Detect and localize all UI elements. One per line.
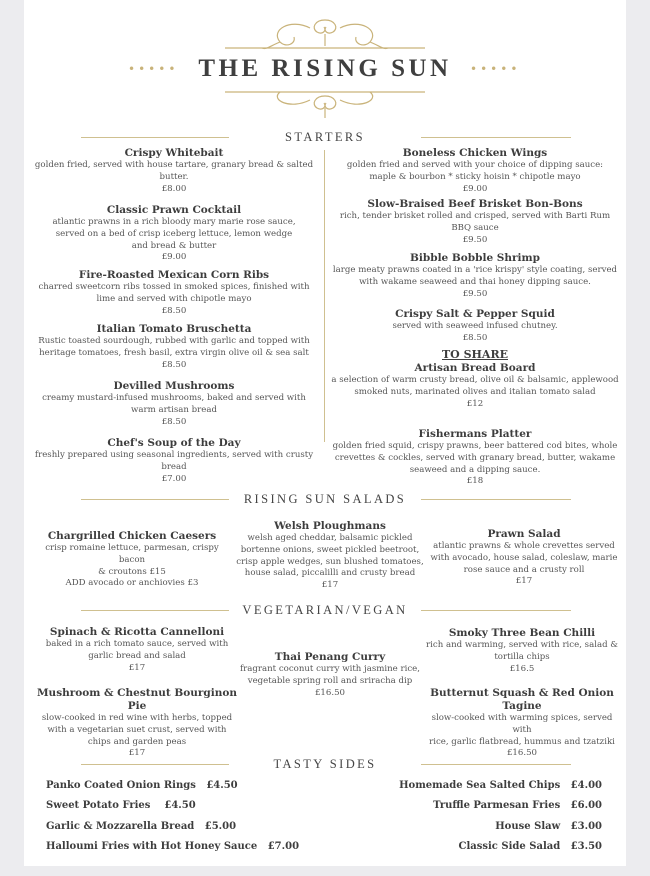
item-desc: & croutons £15: [98, 566, 166, 577]
dots-right: •••••: [470, 62, 521, 76]
rule: [81, 764, 229, 765]
item-desc: charred sweetcorn ribs tossed in smoked spices, finished with: [38, 282, 310, 292]
item-desc: creamy mustard-infused mushrooms, baked and served with: [42, 393, 306, 403]
item-desc: rich and warming, served with rice, salad &: [426, 640, 618, 650]
side-name: Classic Side Salad: [458, 841, 561, 852]
item-price: £8.00: [161, 183, 187, 194]
menu-page: [24, 0, 626, 866]
side-item: [433, 800, 602, 811]
side-price: £6.00: [570, 800, 602, 811]
salad-item: [424, 528, 624, 588]
item-price: £16.5: [509, 663, 535, 674]
item-name: Chargrilled Chicken Caesers: [47, 530, 217, 542]
rule: [421, 499, 571, 500]
item-desc: crevettes & cockles, served with granary bread, butter, wakame: [334, 452, 616, 463]
item-name: Welsh Ploughmans: [274, 520, 386, 532]
item-name: Classic Prawn Cocktail: [106, 204, 242, 216]
item-desc: tortilla chips: [494, 651, 550, 662]
item-desc: with a vegetarian suet crust, served with: [47, 724, 227, 735]
item-name: Butternut Squash & Red Onion Tagine: [430, 687, 614, 712]
item-price: £9.50: [462, 288, 488, 299]
item-name: Thai Penang Curry: [274, 651, 386, 663]
item-price: £17: [128, 662, 146, 673]
dots-left: •••••: [128, 62, 179, 76]
side-name: Truffle Parmesan Fries: [433, 800, 561, 811]
rule: [81, 499, 229, 500]
side-name: Halloumi Fries with Hot Honey Sauce: [46, 841, 258, 852]
side-item: [459, 841, 602, 852]
rule: [81, 610, 229, 611]
item-price: £12: [466, 398, 484, 409]
starter-item: [32, 380, 316, 428]
starter-item: [330, 308, 620, 345]
item-name: Crispy Whitebait: [124, 147, 224, 159]
side-price: £4.50: [206, 780, 238, 791]
item-name: Spinach & Ricotta Cannelloni: [49, 626, 225, 638]
share-item: [330, 428, 620, 488]
side-name: Sweet Potato Fries: [46, 800, 151, 811]
starter-item: [330, 198, 620, 246]
share-item: [330, 362, 620, 410]
item-desc: crisp apple wedges, sun blushed tomatoes,: [236, 556, 424, 567]
side-price: £5.00: [204, 821, 237, 832]
section-veg: VEGETARIAN/VEGAN: [242, 603, 408, 617]
item-desc: and bread & butter: [131, 240, 217, 251]
item-desc: rice, garlic flatbread, hummus and tzatziki: [429, 736, 615, 747]
item-price: £9.00: [161, 252, 187, 263]
item-name: Mushroom & Chestnut Bourginon Pie: [36, 687, 238, 712]
item-price: £9.50: [462, 234, 488, 245]
side-name: Panko Coated Onion Rings: [46, 780, 196, 791]
item-desc: served on a bed of crisp iceberg lettuce, lemon wedge: [55, 228, 293, 239]
item-name: Crispy Salt & Pepper Squid: [395, 308, 555, 320]
item-price: £17: [515, 576, 533, 587]
item-desc: seaweed and a dipping sauce.: [409, 464, 541, 475]
side-price: £4.50: [164, 800, 196, 811]
item-desc: warm artisan bread: [130, 404, 218, 415]
item-name: Fishermans Platter: [418, 428, 532, 440]
item-price: £9.00: [462, 183, 488, 194]
veg-item: [422, 627, 622, 675]
side-name: House Slaw: [495, 821, 561, 832]
item-price: £8.50: [161, 416, 187, 427]
item-price: £8.50: [161, 359, 187, 370]
veg-item: [422, 687, 622, 760]
item-desc: house salad, piccalilli and crusty bread: [244, 568, 416, 579]
item-desc: heritage tomatoes, fresh basil, extra virgin olive oil & sea salt: [39, 347, 309, 358]
item-name: Boneless Chicken Wings: [402, 147, 548, 159]
item-desc: large meaty prawns coated in a 'rice krispy' style coating, served: [332, 265, 618, 275]
item-name: Smoky Three Bean Chilli: [448, 627, 596, 639]
side-name: Garlic & Mozzarella Bread: [46, 821, 195, 832]
item-name: Slow-Braised Beef Brisket Bon-Bons: [367, 198, 583, 210]
starter-item: [32, 147, 316, 195]
veg-item: [32, 626, 242, 674]
item-desc: with avocado, house salad, coleslaw, marie: [430, 552, 618, 563]
item-desc: served with seaweed infused chutney.: [392, 321, 558, 331]
item-price: £16.50: [506, 748, 538, 759]
item-desc: rich, tender brisket rolled and crisped, served with Barti Rum: [339, 211, 611, 221]
side-item: [495, 821, 602, 832]
item-name: Fire-Roasted Mexican Corn Ribs: [78, 269, 270, 281]
item-name: Italian Tomato Bruschetta: [96, 323, 252, 335]
item-desc: golden fried squid, crispy prawns, beer battered cod bites, whole: [332, 441, 618, 451]
rule: [81, 137, 229, 138]
side-item: [46, 841, 299, 852]
item-desc: a selection of warm crusty bread, olive oil & balsamic, applewood: [331, 375, 619, 385]
to-share-heading: TO SHARE: [442, 348, 508, 361]
item-desc: smoked nuts, marinated olives and italian tomato salad: [354, 386, 596, 397]
side-name: Homemade Sea Salted Chips: [399, 780, 561, 791]
item-desc: atlantic prawns & whole crevettes served: [433, 541, 615, 551]
item-name: Artisan Bread Board: [414, 362, 536, 374]
item-desc: golden fried and served with your choice of dipping sauce:: [346, 160, 604, 170]
section-salads: RISING SUN SALADS: [243, 492, 407, 506]
item-desc: slow-cooked with warming spices, served with: [431, 713, 613, 735]
item-desc: lime and served with chipotle mayo: [96, 293, 252, 304]
item-desc: baked in a rich tomato sauce, served with: [45, 639, 229, 649]
item-desc: atlantic prawns in a rich bloody mary marie rose sauce,: [52, 217, 296, 227]
side-item: [46, 780, 238, 791]
item-desc: vegetable spring roll and sriracha dip: [247, 675, 413, 686]
item-desc: chips and garden peas: [87, 736, 187, 747]
rule: [421, 137, 571, 138]
item-desc: Rustic toasted sourdough, rubbed with garlic and topped with: [38, 336, 310, 346]
starter-item: [32, 437, 316, 485]
salad-item: [32, 530, 232, 590]
side-price: £3.50: [570, 841, 602, 852]
rule: [421, 764, 571, 765]
side-item: [46, 821, 236, 832]
item-desc: BBQ sauce: [451, 222, 499, 233]
item-desc: ADD avocado or anchiovies £3: [65, 578, 199, 589]
item-price: £16.50: [314, 687, 346, 698]
item-desc: freshly prepared using seasonal ingredients, served with crusty: [34, 450, 314, 460]
item-name: Prawn Salad: [487, 528, 561, 540]
side-price: £7.00: [267, 841, 300, 852]
starter-item: [32, 269, 316, 317]
side-item: [399, 780, 602, 791]
side-price: £3.00: [570, 821, 602, 832]
item-name: Bibble Bobble Shrimp: [410, 252, 540, 264]
item-desc: maple & bourbon * sticky hoisin * chipotle mayo: [369, 171, 581, 182]
item-desc: garlic bread and salad: [88, 650, 186, 661]
item-name: Devilled Mushrooms: [113, 380, 235, 392]
section-sides: TASTY SIDES: [273, 757, 377, 771]
item-desc: golden fried, served with house tartare, granary bread & salted: [34, 160, 314, 170]
item-desc: welsh aged cheddar, balsamic pickled: [247, 533, 413, 543]
item-desc: butter.: [159, 171, 189, 182]
item-price: £8.50: [161, 305, 187, 316]
item-price: £8.50: [462, 332, 488, 343]
item-desc: bortenne onions, sweet pickled beetroot,: [240, 544, 420, 555]
column-divider: [324, 150, 325, 442]
starter-item: [330, 147, 620, 195]
item-price: £17: [321, 580, 339, 591]
starter-item: [32, 204, 316, 264]
item-desc: rose sauce and a crusty roll: [463, 564, 585, 575]
section-starters: STARTERS: [285, 130, 365, 144]
item-desc: crisp romaine lettuce, parmesan, crispy bacon: [45, 543, 219, 565]
item-desc: slow-cooked in red wine with herbs, topped: [41, 713, 233, 723]
item-price: £18: [466, 476, 484, 487]
starter-item: [330, 252, 620, 300]
item-desc: bread: [161, 461, 187, 472]
veg-item: [230, 651, 430, 699]
side-price: £4.00: [570, 780, 602, 791]
salad-item: [230, 520, 430, 592]
rule: [421, 610, 571, 611]
item-desc: with wakame seaweed and thai honey dipping sauce.: [359, 276, 591, 287]
item-desc: fragrant coconut curry with jasmine rice,: [239, 664, 420, 674]
starter-item: [32, 323, 316, 371]
item-name: Chef's Soup of the Day: [107, 437, 241, 449]
item-price: £7.00: [161, 473, 187, 484]
side-item: [46, 800, 196, 811]
item-price: £17: [128, 748, 146, 759]
brand-title: THE RISING SUN: [198, 55, 452, 82]
veg-item: [32, 687, 242, 760]
